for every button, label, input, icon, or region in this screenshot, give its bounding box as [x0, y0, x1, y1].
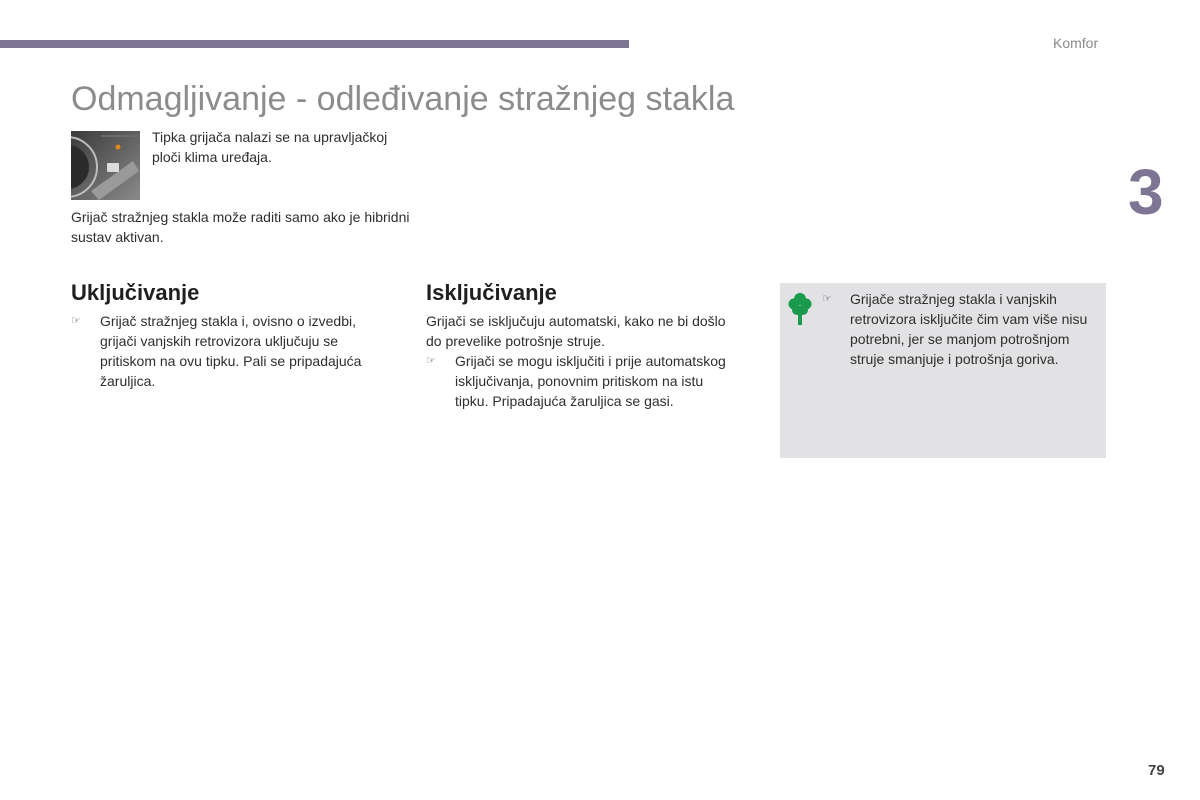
switch-off-text: Grijači se isključuju automatski, kako ne bi došlo do prevelike potrošnje struje. — [426, 313, 726, 349]
switch-on-bullet — [71, 311, 393, 391]
top-accent-bar — [0, 40, 629, 48]
eco-note-bullet — [822, 289, 1092, 369]
switch-on-text: Grijač stražnjeg stakla i, ovisno o izvedbi, grijači vanjskih retrovizora uključuju se pritiskom na ovu tipku. Pali se pripadajuća žaruljica. — [100, 313, 362, 389]
pointing-hand-icon: ☞ — [822, 293, 832, 305]
switch-off-bullet — [426, 351, 726, 411]
eco-note-text: Grijače stražnjeg stakla i vanjskih retrovizora isključite čim vam više nisu potrebni, jer se manjom potrošnjom struje smanjuje i potrošnja goriva. — [850, 291, 1088, 367]
chapter-number: 3 — [1128, 156, 1164, 228]
section-label: Komfor — [1053, 35, 1099, 51]
page-number: 79 — [1148, 762, 1165, 779]
hybrid-note: Grijač stražnjeg stakla može raditi samo ako je hibridni sustav aktivan. — [71, 209, 410, 245]
pointing-hand-icon: ☞ — [71, 315, 81, 327]
heading-switch-off: Isključivanje — [426, 280, 557, 305]
photo-caption: Tipka grijača nalazi se na upravljačkoj ploči klima uređaja. — [152, 129, 388, 165]
switch-off-bullet-text: Grijači se mogu isključiti i prije automatskog isključivanja, ponovnim pritiskom na istu tipku. Pripadajuća žaruljica se gasi. — [455, 353, 726, 409]
heading-switch-on: Uključivanje — [71, 280, 200, 305]
heater-button-photo — [71, 131, 140, 200]
tree-icon — [788, 291, 812, 327]
page-title: Odmagljivanje - odleđivanje stražnjeg stakla — [71, 80, 735, 118]
eco-note-box — [780, 283, 1106, 458]
pointing-hand-icon: ☞ — [426, 355, 436, 367]
